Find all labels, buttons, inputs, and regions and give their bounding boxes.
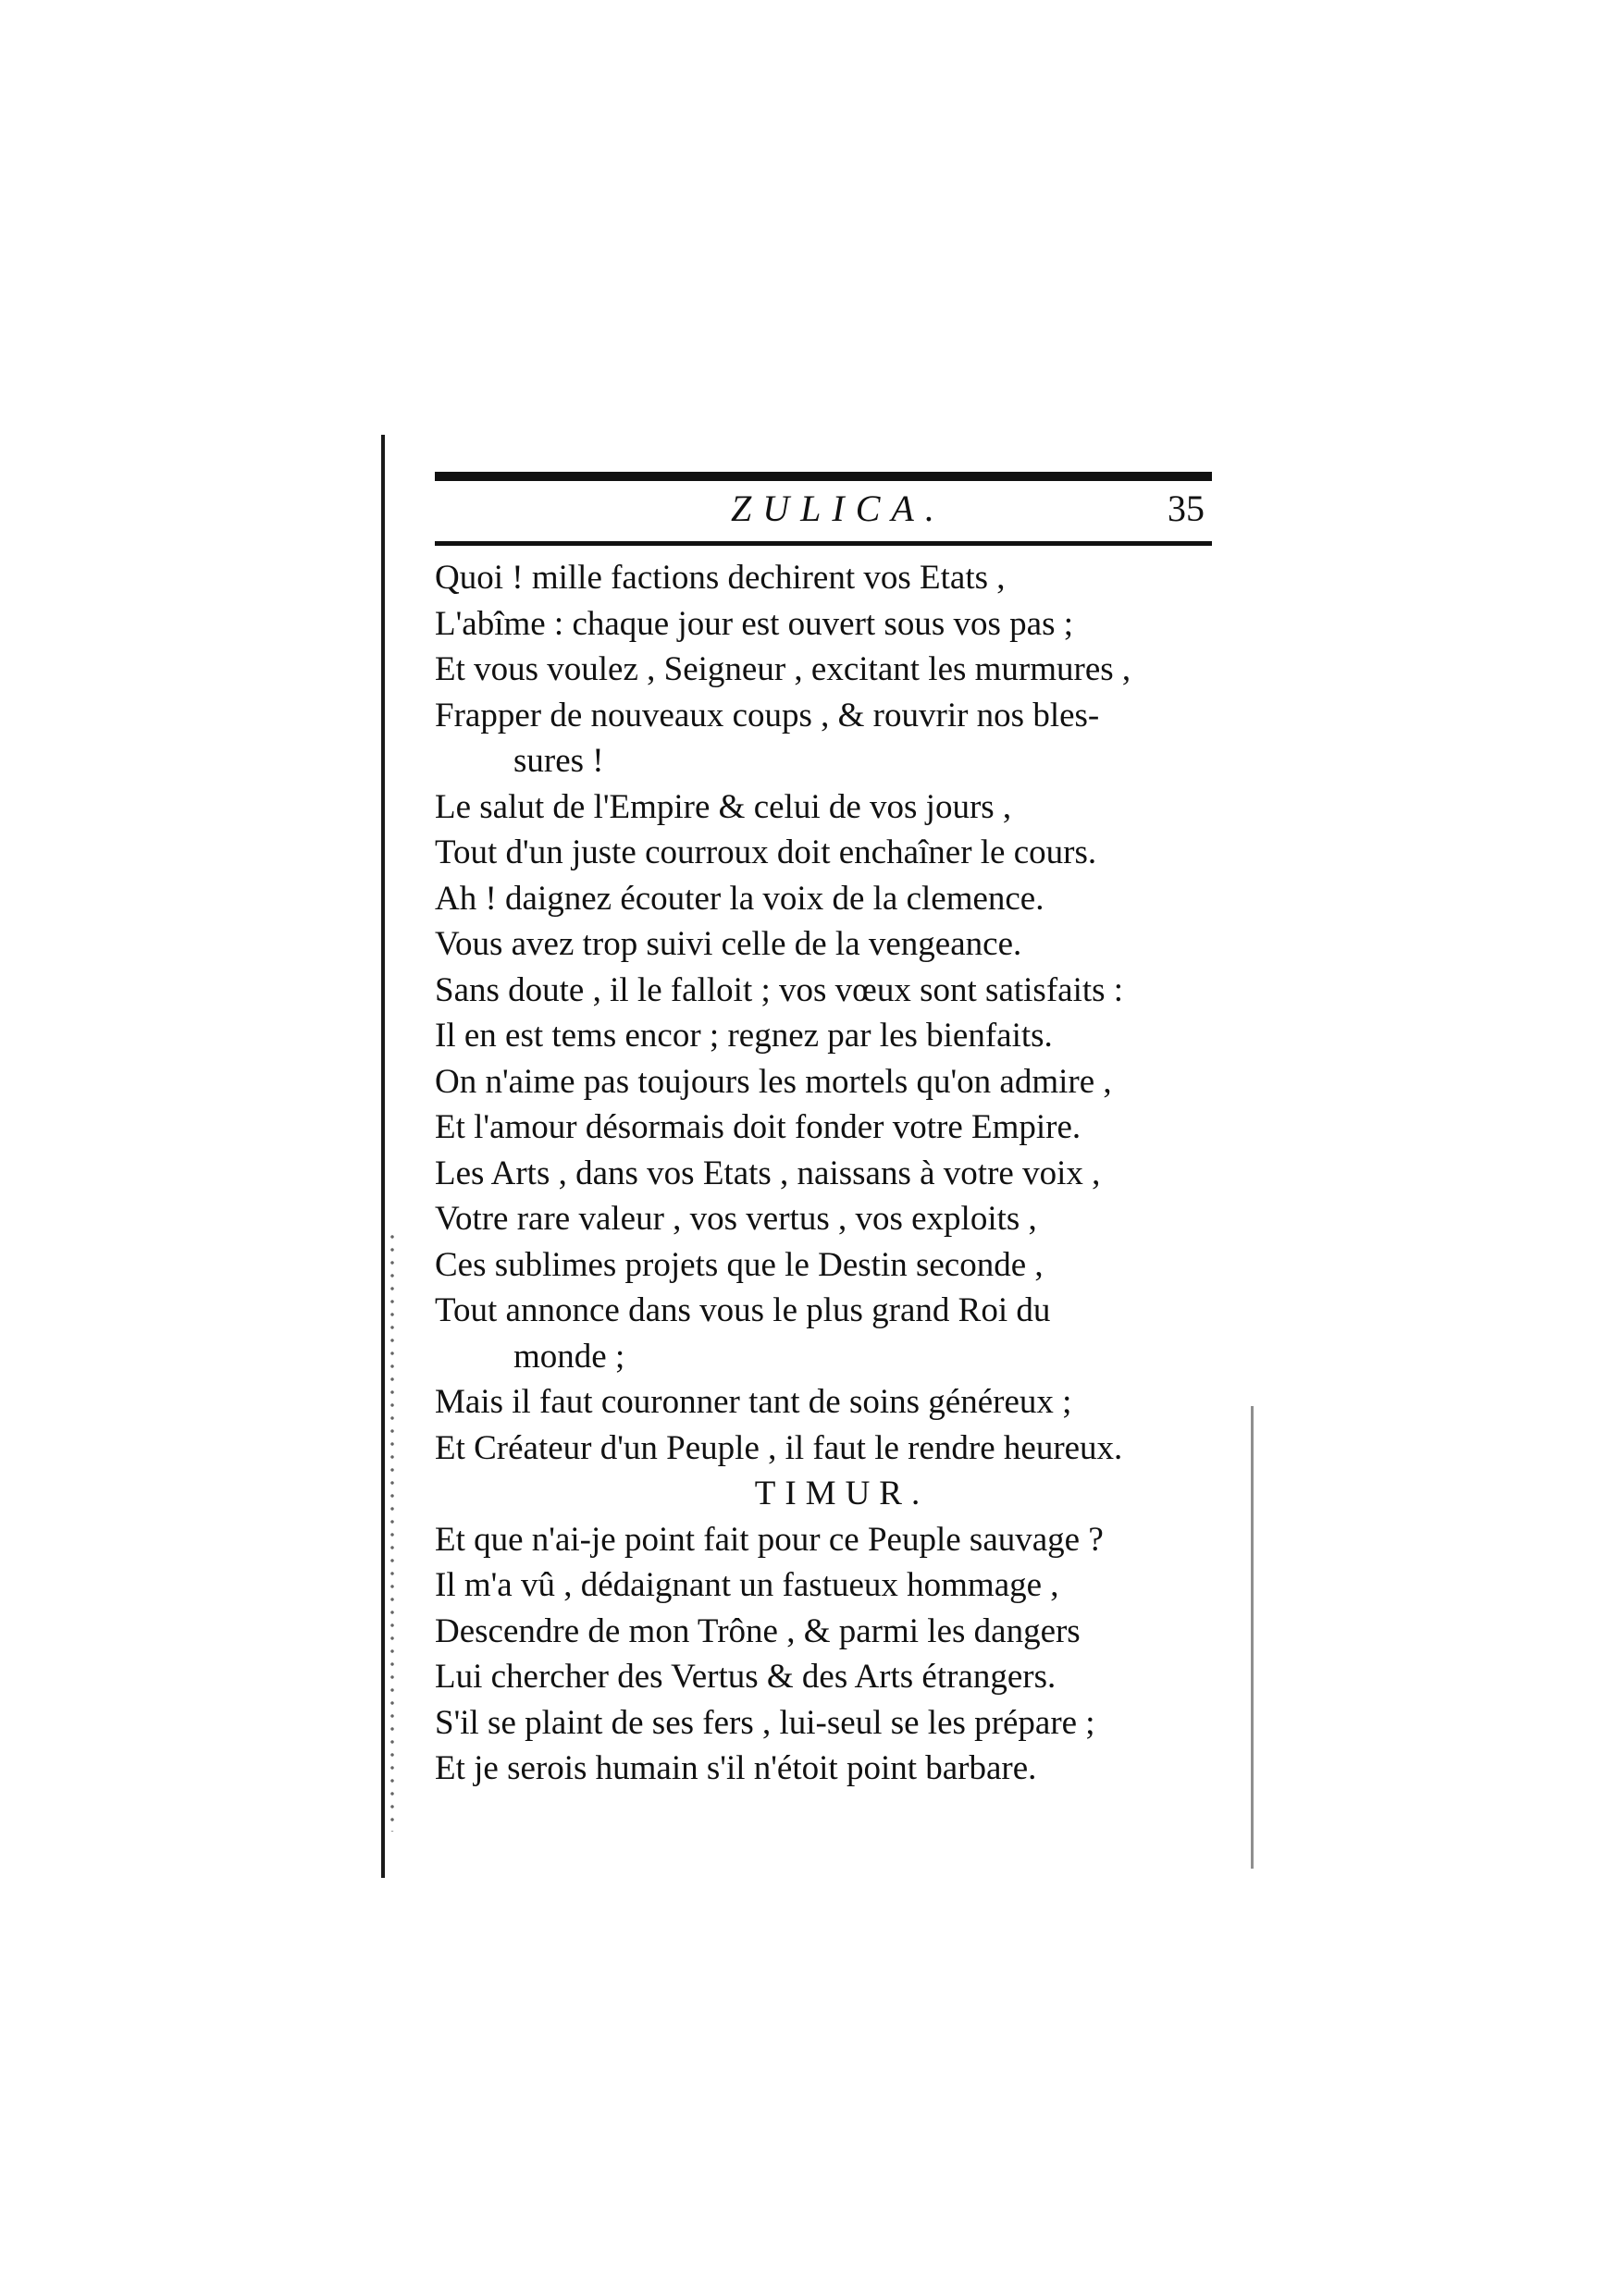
header-bottom-rule: [435, 541, 1212, 546]
verse-line: Il m'a vû , dédaignant un fastueux hommage ,: [435, 1566, 1059, 1604]
verse-line: On n'aime pas toujours les mortels qu'on admire ,: [435, 1062, 1112, 1101]
verse-line: Quoi ! mille factions dechirent vos Etats ,: [435, 559, 1006, 597]
verse-line: Tout annonce dans vous le plus grand Roi du: [435, 1291, 1051, 1329]
binding-edge: [381, 435, 385, 1878]
verse-block: [435, 555, 1230, 1792]
verse-line-continuation: sures !: [513, 742, 604, 780]
page-number: 35: [1168, 488, 1205, 529]
verse-line: Descendre de mon Trône , & parmi les dangers: [435, 1611, 1081, 1650]
verse-line: Ah ! daignez écouter la voix de la clemence.: [435, 879, 1044, 918]
verse-line: L'abîme : chaque jour est ouvert sous vos pas ;: [435, 604, 1073, 643]
verse-line: Le salut de l'Empire & celui de vos jours ,: [435, 787, 1012, 826]
speaker-name: TIMUR.: [754, 1475, 930, 1512]
verse-line: Tout d'un juste courroux doit enchaîner le cours.: [435, 833, 1097, 871]
verse-line: Les Arts , dans vos Etats , naissans à votre voix ,: [435, 1154, 1101, 1192]
verse-line: S'il se plaint de ses fers , lui-seul se les prépare ;: [435, 1703, 1095, 1742]
verse-line: Mais il faut couronner tant de soins généreux ;: [435, 1383, 1072, 1421]
verse-line: Et que n'ai-je point fait pour ce Peuple sauvage ?: [435, 1520, 1104, 1559]
header-top-rule: [435, 472, 1212, 481]
verse-line: Et vous voulez , Seigneur , excitant les murmures ,: [435, 650, 1131, 688]
verse-line: Et je serois humain s'il n'étoit point barbare.: [435, 1749, 1037, 1787]
binding-texture: [389, 1230, 396, 1832]
verse-line: Et l'amour désormais doit fonder votre Empire.: [435, 1108, 1081, 1146]
verse-line: Ces sublimes projets que le Destin seconde ,: [435, 1245, 1044, 1284]
page-header: [435, 481, 1212, 537]
verse-line: Votre rare valeur , vos vertus , vos exploits ,: [435, 1200, 1037, 1238]
verse-line-continuation: monde ;: [513, 1337, 625, 1376]
verse-line: Frapper de nouveaux coups , & rouvrir nos bles-: [435, 696, 1100, 734]
running-title: ZULICA.: [731, 488, 945, 529]
verse-line: Et Créateur d'un Peuple , il faut le rendre heureux.: [435, 1428, 1123, 1467]
verse-line: Sans doute , il le falloit ; vos vœux sont satisfaits :: [435, 970, 1124, 1009]
page-edge-mark: [1251, 1406, 1254, 1869]
verse-line: Il en est tems encor ; regnez par les bienfaits.: [435, 1017, 1053, 1055]
verse-line: Lui chercher des Vertus & des Arts étrangers.: [435, 1658, 1057, 1696]
verse-line: Vous avez trop suivi celle de la vengeance.: [435, 925, 1022, 963]
